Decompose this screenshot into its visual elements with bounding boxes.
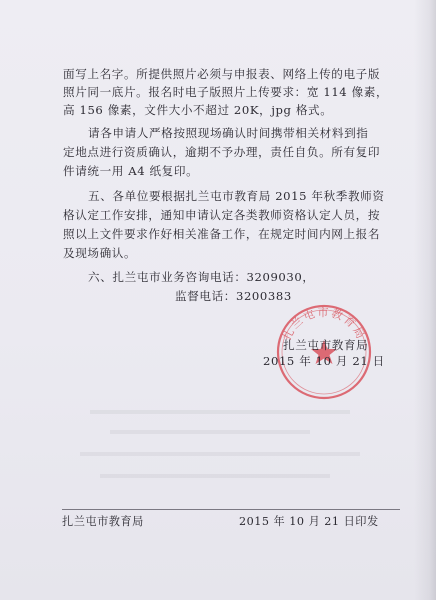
body-line-6: 件请统一用 A4 纸复印。 bbox=[63, 164, 199, 178]
footer-divider bbox=[62, 509, 400, 510]
body-line-4: 请各申请人严格按照现场确认时间携带相关材料到指 bbox=[88, 126, 369, 140]
body-line-1: 面写上名字。所提供照片必须与申报表、网络上传的电子版 bbox=[63, 67, 381, 81]
body-line-8: 格认定工作安排，通知申请认定各类教师资格认定人员，按 bbox=[63, 208, 381, 222]
seal-text: 扎兰屯市教育局 bbox=[280, 306, 368, 343]
bleed-through-line bbox=[110, 430, 310, 434]
bleed-through-line bbox=[100, 474, 330, 478]
scan-shadow bbox=[414, 0, 436, 600]
signature-date: 2015 年 10 月 21 日 bbox=[263, 354, 385, 368]
body-line-5: 定地点进行资质确认，逾期不予办理，责任自负。所有复印 bbox=[63, 145, 381, 159]
body-line-2: 照片同一底片。报名时电子版照片上传要求：宽 114 像素， bbox=[63, 85, 389, 99]
footer-issuer: 扎兰屯市教育局 bbox=[62, 515, 144, 528]
body-line-11: 六、扎兰屯市业务咨询电话：3209030， bbox=[88, 270, 315, 284]
signature-org: 扎兰屯市教育局 bbox=[283, 338, 369, 352]
body-line-12: 监督电话：3200383 bbox=[175, 289, 292, 303]
footer-issue-date: 2015 年 10 月 21 日印发 bbox=[239, 515, 379, 528]
official-seal bbox=[272, 300, 376, 404]
body-line-7: 五、各单位要根据扎兰屯市教育局 2015 年秋季教师资 bbox=[88, 189, 385, 203]
body-line-10: 及现场确认。 bbox=[63, 246, 137, 260]
bleed-through-line bbox=[80, 452, 360, 456]
bleed-through-line bbox=[90, 410, 350, 414]
body-line-9: 照以上文件要求作好相关准备工作，在规定时间内网上报名 bbox=[63, 227, 381, 241]
body-line-3: 高 156 像素，文件大小不超过 20K，jpg 格式。 bbox=[63, 103, 333, 117]
